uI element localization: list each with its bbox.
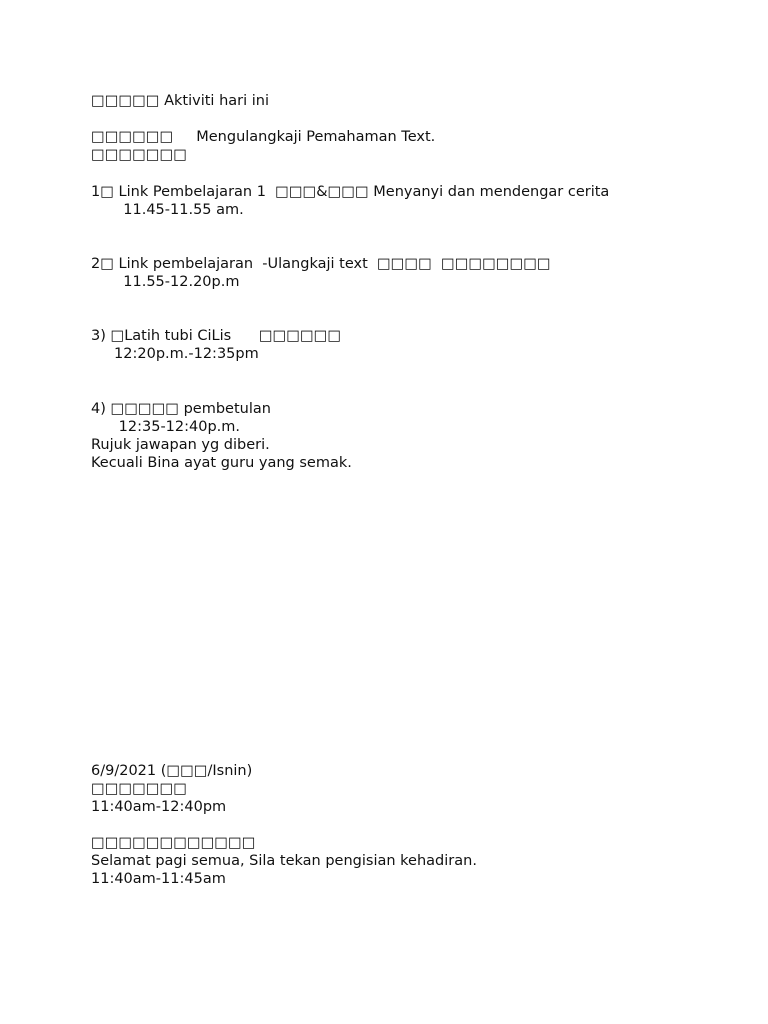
topic-line: □□□□□□ Mengulangkaji Pemahaman Text. <box>91 129 436 145</box>
attendance-title: □□□□□□□□□□□□ <box>91 835 256 851</box>
attendance-greeting: Selamat pagi semua, Sila tekan pengisian kehadiran. <box>91 853 477 869</box>
activity-4-note-1: Rujuk jawapan yg diberi. <box>91 437 270 453</box>
schedule-date: 6/9/2021 (□□□/Isnin) <box>91 763 253 779</box>
schedule-subject: □□□□□□□ <box>91 781 187 797</box>
activity-3-time: 12:20p.m.-12:35pm <box>91 346 259 362</box>
activity-4-title: 4) □□□□□ pembetulan <box>91 401 271 417</box>
activity-2-time: 11.55-12.20p.m <box>91 274 240 290</box>
topic-subline: □□□□□□□ <box>91 147 187 163</box>
activity-1-time: 11.45-11.55 am. <box>91 202 244 218</box>
activity-3-title: 3) □Latih tubi CiLis □□□□□□ <box>91 328 342 344</box>
activity-4-time: 12:35-12:40p.m. <box>91 419 241 435</box>
page-heading: □□□□□ Aktiviti hari ini <box>91 93 269 109</box>
activity-4-note-2: Kecuali Bina ayat guru yang semak. <box>91 455 352 471</box>
activity-2-title: 2□ Link pembelajaran -Ulangkaji text □□□□ □□□□□□□□ <box>91 256 551 272</box>
attendance-time: 11:40am-11:45am <box>91 871 226 887</box>
schedule-time-range: 11:40am-12:40pm <box>91 799 227 815</box>
activity-1-title: 1□ Link Pembelajaran 1 □□□&□□□ Menyanyi dan mendengar cerita <box>91 184 610 200</box>
